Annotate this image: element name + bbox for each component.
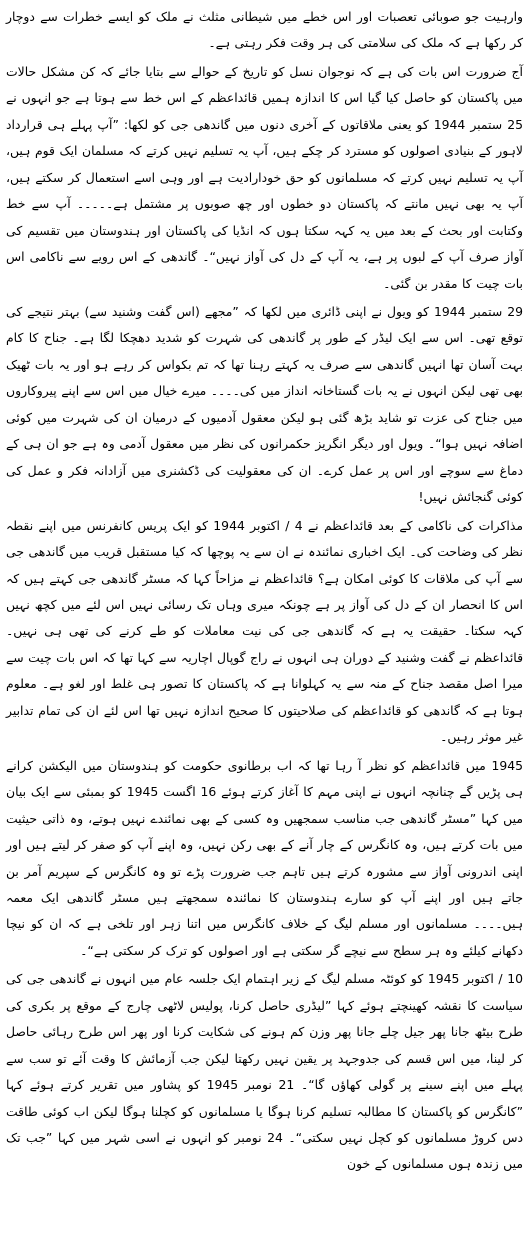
paragraph-regional-prejudice: وارہیت جو صوبائی تعصبات اور اس خطے میں شیطانی مثلث نے ملک کو ایسے خطرات سے دوچار کر رکھا ہے کہ ملک کی سلامتی کی ہر وقت فکر رہتی ہے۔ [6, 9, 523, 51]
paragraph-wavell-diary: 29 ستمبر 1944 کو ویول نے اپنی ڈائری میں لکھا کہ ”مجھے (اس گفت وشنید سے) بہتر نتیجے کی توقع تھی۔ اس سے ایک لیڈر کے طور پر گاندھی کی شہرت کو شدید دھچکا لگا ہے۔ جناح کا کام بہت آسان تھا انہیں گاندھی سے صرف یہ کہتے رہنا تھا کہ تم بکواس کر رہے ہو اور یہ بات ٹھیک بھی تھی لیکن انہوں نے یہ بات گستاخانہ انداز میں کی۔۔۔۔ میرے خیال میں اس سے اپنے پیروکاروں میں جناح کی عزت تو شاید بڑھ گئی ہو لیکن معقول آدمیوں کے درمیان ان کی شہرت میں کوئی اضافہ نہیں ہوا“۔ ویول اور دیگر انگریز حکمرانوں کی نظر میں معقول آدمی وہ ہے جو ان ہی کے دماغ سے سوچے اور اس پر عمل کرے۔ ان کی معقولیت کی ڈکشنری میں آزادانہ فکر و عمل کی کوئی گنجائش نہیں! [6, 303, 523, 505]
paragraph-press-conference: مذاکرات کی ناکامی کے بعد قائداعظم نے 4 / اکتوبر 1944 کو ایک پریس کانفرنس میں اپنے نقطہ نظر کی وضاحت کی۔ ایک اخباری نمائندہ نے ان سے یہ پوچھا کہ کیا مستقبل قریب میں گاندھی جی سے آپ کی ملاقات کا کوئی امکان ہے؟ قائداعظم نے مزاحاً کہا کہ مسٹر گاندھی جی کہتے ہیں کہ اس کا انحصار ان کے دل کی آواز پر ہے چونکہ میری وہاں تک رسائی نہیں اس لئے میں کچھ نہیں کہہ سکتا۔ حقیقت یہ ہے کہ گاندھی جی کی نیت معاملات کو طے کرنے کی تھی ہی نہیں۔ قائداعظم نے گفت وشنید کے دوران ہی انہوں نے راج گوپال اچاریہ سے کہا تھا کہ اس بات چیت سے میرا اصل مقصد جناح کے منہ سے یہ کہلوانا ہے کہ پاکستان کا تصور ہی غلط اور لغو ہے۔ معلوم ہوتا ہے کہ گاندھی کو قائداعظم کی صلاحیتوں کا صحیح اندازہ نہیں تھا اس لئے ان کی تمام تدابیر غیر موثر رہیں۔ [6, 517, 523, 745]
paragraph-jinnah-letter-to-gandhi: آج ضرورت اس بات کی ہے کہ نوجوان نسل کو تاریخ کے حوالے سے بتایا جائے کہ کن مشکل حالات میں پاکستان کو حاصل کیا گیا اس کا اندازہ ہمیں قائداعظم کے اس خط سے ہوتا ہے جو انہوں نے 25 ستمبر 1944 کو یعنی ملاقاتوں کے آخری دنوں میں گاندھی جی کو لکھا: ”آپ پہلے ہی قرارداد لاہور کے بنیادی اصولوں کو مسترد کر چکے ہیں، آپ یہ تسلیم نہیں کرتے کہ مسلمان ایک قوم ہیں، آپ یہ تسلیم نہیں کرتے کہ مسلمانوں کو حق خودارادیت ہے اور وہی اسے استعمال کر سکتے ہیں، آپ یہ بھی نہیں مانتے کہ پاکستان دو خطوں اور چھ صوبوں پر مشتمل ہے۔۔۔۔۔ آپ سے خط وکتابت اور بحث کے بعد میں یہ کہہ سکتا ہوں کہ انڈیا کی پاکستان اور ہندوستان میں تقسیم کی آواز صرف آپ کے لبوں پر ہے، یہ آپ کے دل کی آواز نہیں“۔ گاندھی کے اس رویے سے ناکامی اس بات چیت کا مقدر بن گئی۔ [6, 63, 523, 291]
paragraph-1945-elections: 1945 میں قائداعظم کو نظر آ رہا تھا کہ اب برطانوی حکومت کو ہندوستان میں الیکشن کرانے ہی پڑیں گے چنانچہ انہوں نے اپنی مہم کا آغاز کرتے ہوئے 16 اگست 1945 کو بمبئی سے ایک بیان میں کہا ”مسٹر گاندھی جب مناسب سمجھیں وہ کسی کے بھی نمائندے نہیں ہوتے، وہ ذاتی حیثیت میں بات کرتے ہیں، وہ کانگرس کے چار آنے کے بھی رکن نہیں، وہ اپنے آپ کو صفر کر لیتے ہیں اور اپنی اندرونی آواز سے مشورہ کرتے ہیں تاہم جب ضرورت پڑے تو وہ کانگرس کے سپریم آمر بن جاتے ہیں اور اپنے آپ کو سارے ہندوستان کا نمائندہ سمجھتے ہیں مسٹر گاندھی ایک معمہ ہیں۔۔۔۔ مسلمانوں اور مسلم لیگ کے خلاف کانگرس میں اتنا زہر اور تلخی ہے کہ ان کو نیچا دکھانے کیلئے وہ ہر سطح سے نیچے گر سکتی ہے اور اصولوں کو ترک کر سکتی ہے“۔ [6, 757, 523, 958]
paragraph-quetta-peshawar-speeches: 10 / اکتوبر 1945 کو کوئٹہ مسلم لیگ کے زیر اہتمام ایک جلسہ عام میں انہوں نے گاندھی جی کی سیاست کا نقشہ کھینچتے ہوئے کہا ”لیڈری حاصل کرنا، پولیس لاٹھی چارج کے موقع پر بکری کی طرح بیٹھ جانا پھر جیل چلے جانا پھر وزن کم ہونے کی شکایت کرنا اور پھر اس طرح رہائی حاصل کر لینا، میں اس قسم کی جدوجہد پر یقین نہیں رکھتا لیکن جب آزمائش کا وقت آئے تو سب سے پہلے میں اپنے سینے پر گولی کھاؤں گا“۔ 21 نومبر 1945 کو پشاور میں تقریر کرتے ہوئے کہا ”کانگرس کو پاکستان کا مطالبہ تسلیم کرنا ہوگا یا مسلمانوں کو کچلنا ہوگا لیکن اب کوئی طاقت دس کروڑ مسلمانوں کو کچل نہیں سکتی“۔ 24 نومبر کو انہوں نے اسی شہر میں کہا ”جب تک میں زندہ ہوں مسلمانوں کے خون [6, 971, 524, 1172]
